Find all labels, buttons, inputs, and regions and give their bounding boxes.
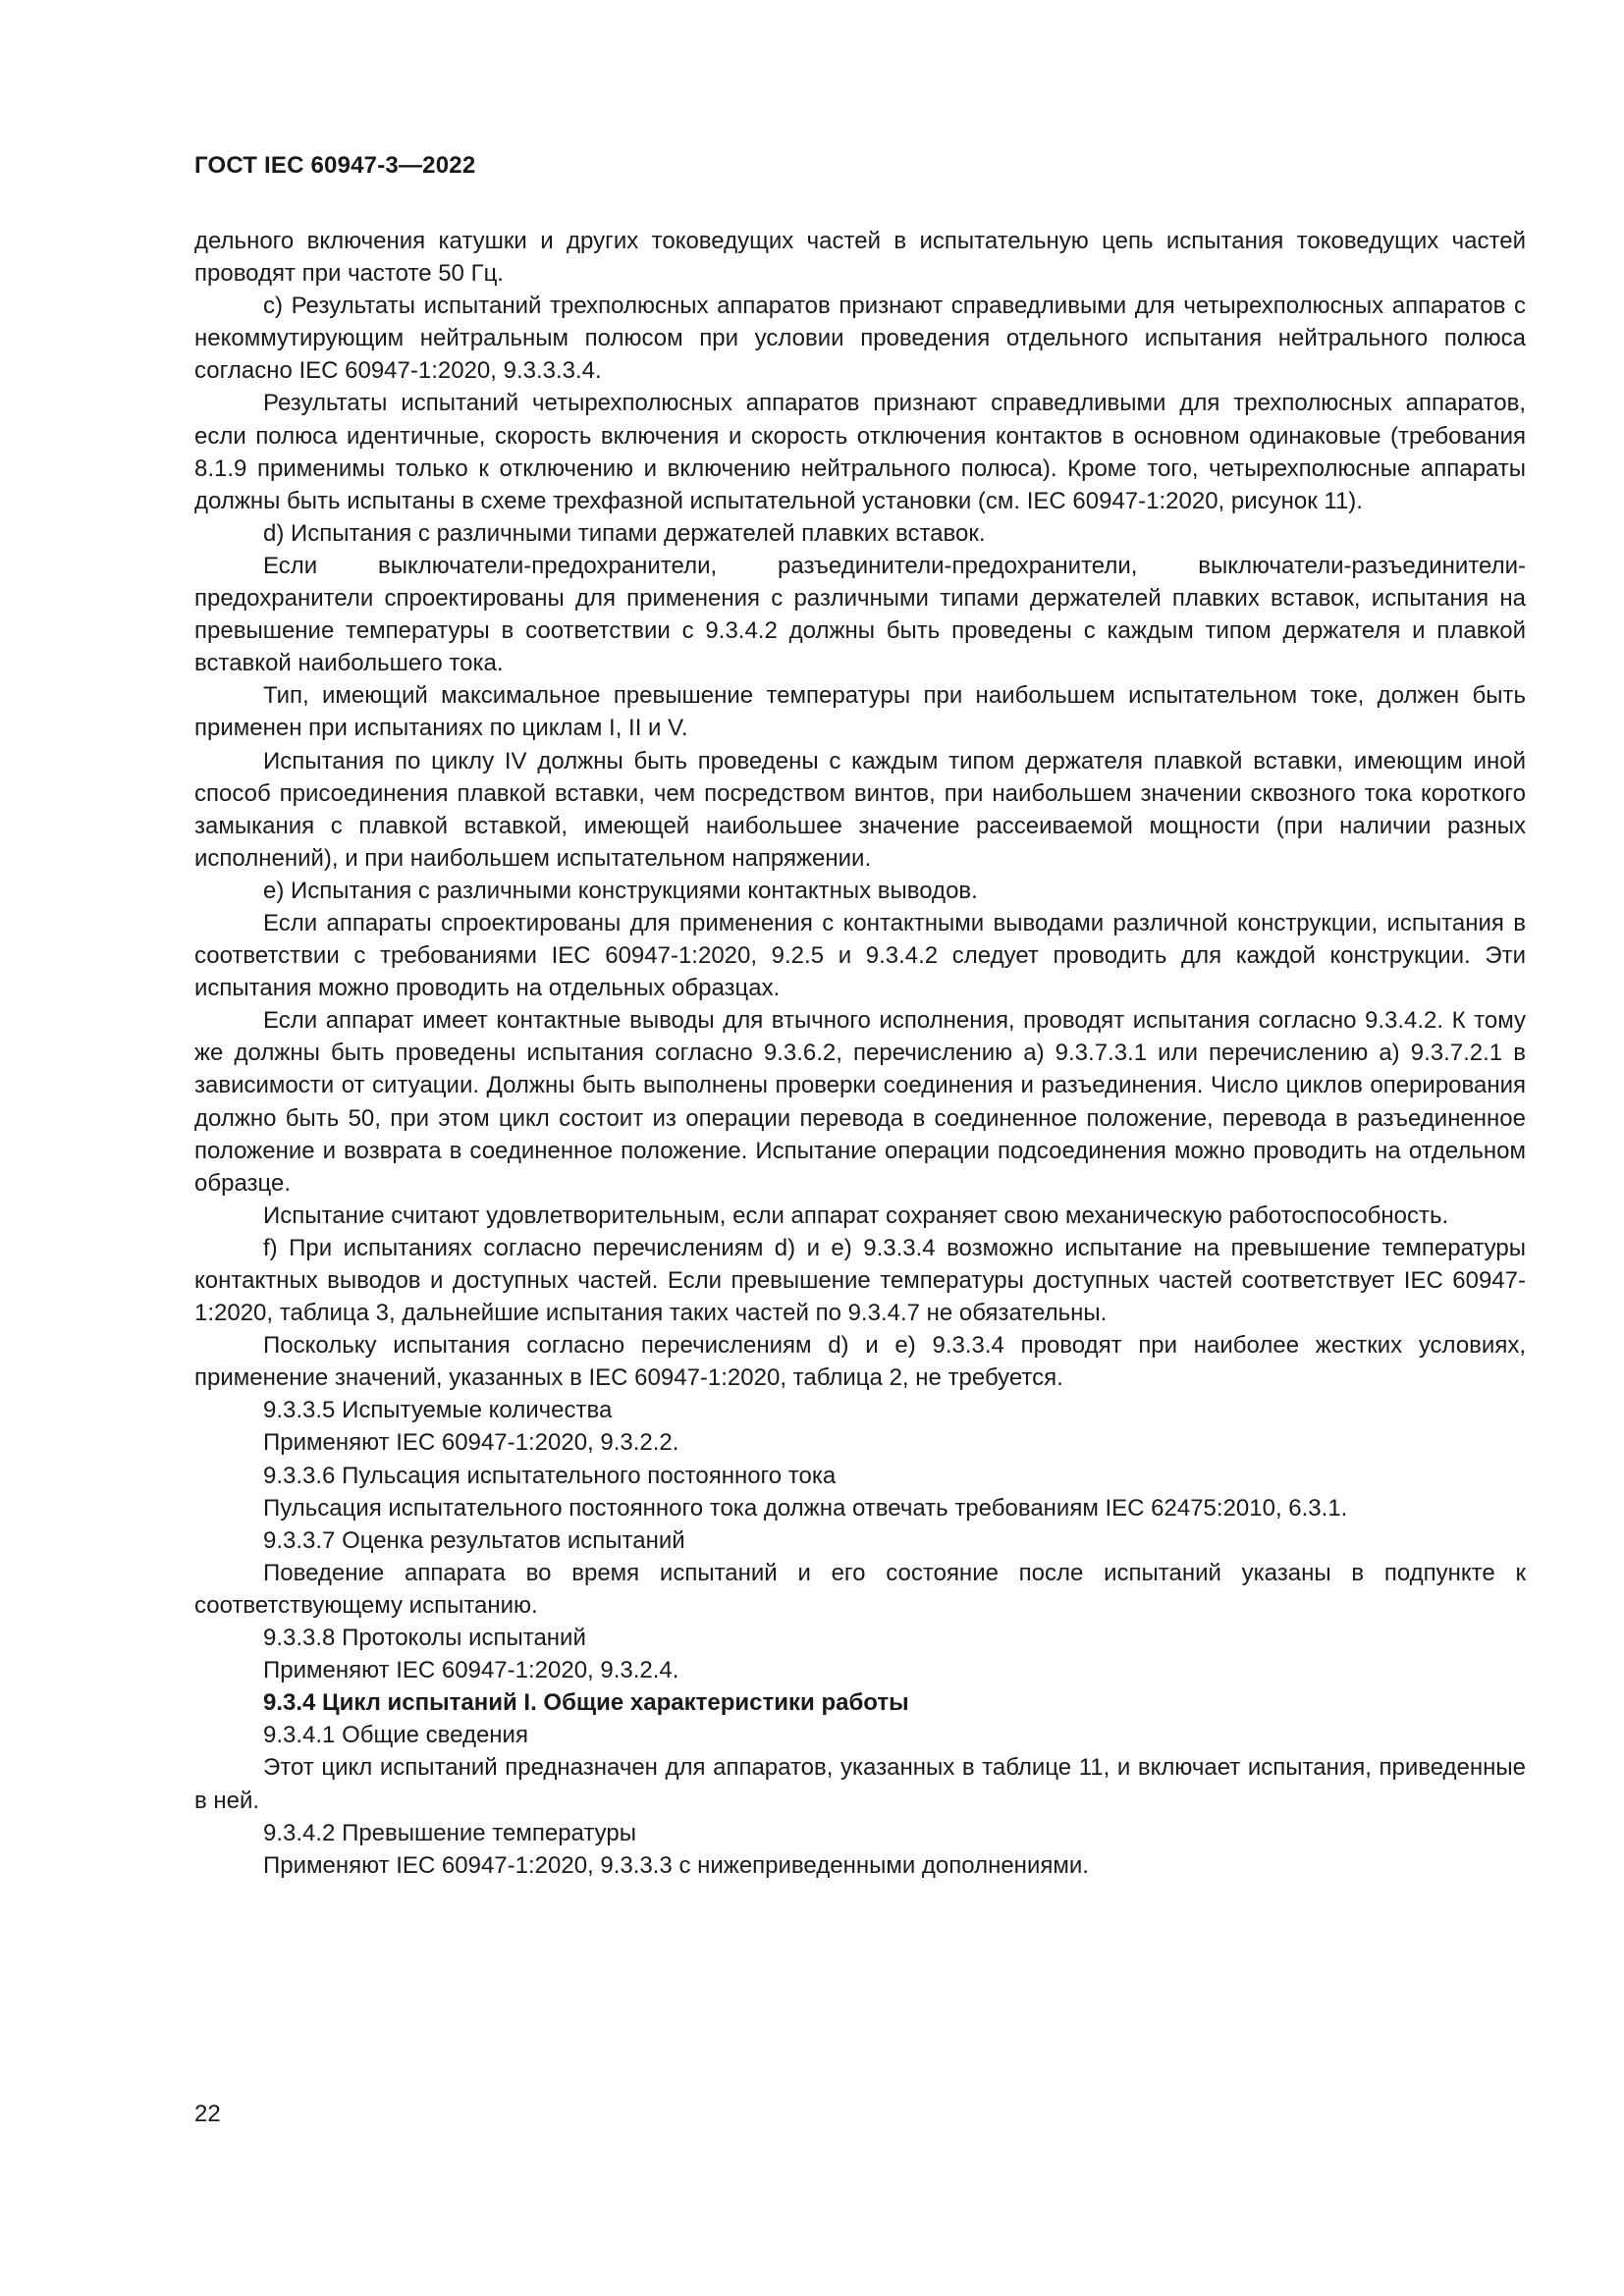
paragraph: Поведение аппарата во время испытаний и его состояние после испытаний указаны в подпункте к соответствующему испытанию. — [194, 1559, 1526, 1619]
document-body — [194, 225, 1526, 1882]
paragraph: Применяют IEC 60947-1:2020, 9.3.2.4. — [263, 1657, 679, 1684]
section-heading-9-3-3-7: 9.3.3.7 Оценка результатов испытаний — [263, 1526, 685, 1554]
paragraph: Если аппараты спроектированы для применения с контактными выводами различной конструкции, испытания в соответствии с требованиями IEC 60947-1:2020, 9.2.5 и 9.3.4.2 следует проводить для каждой конструкции. Эти испытания можно проводить на отдельных образцах. — [194, 909, 1526, 1002]
paragraph: Применяют IEC 60947-1:2020, 9.3.2.2. — [263, 1429, 679, 1457]
paragraph: Поскольку испытания согласно перечислениям d) и е) 9.3.3.4 проводят при наиболее жестких условиях, применение значений, указанных в IEC 60947-1:2020, таблица 2, не требуется. — [194, 1332, 1526, 1392]
section-heading-9-3-4-1: 9.3.4.1 Общие сведения — [263, 1722, 528, 1749]
list-item-d: d) Испытания с различными типами держателей плавких вставок. — [263, 519, 986, 547]
paragraph: Этот цикл испытаний предназначен для аппаратов, указанных в таблице 11, и включает испытания, приведенные в ней. — [194, 1754, 1526, 1814]
paragraph: Применяют IEC 60947-1:2020, 9.3.3.3 с нижеприведенными дополнениями. — [263, 1851, 1089, 1879]
section-heading-9-3-3-8: 9.3.3.8 Протоколы испытаний — [263, 1625, 586, 1652]
paragraph: Если выключатели-предохранители, разъединители-предохранители, выключатели-разъединители-предохранители спроектированы для применения с различными типами держателей плавких вставок, испытания на превышение температуры в соответствии с 9.3.4.2 должны быть проведены с каждым типом держателя и плавкой вставкой наибольшего тока. — [194, 552, 1526, 677]
paragraph: дельного включения катушки и других токоведущих частей в испытательную цепь испытания токоведущих частей проводят при частоте 50 Гц. — [194, 228, 1526, 288]
section-heading-9-3-4: 9.3.4 Цикл испытаний I. Общие характеристики работы — [263, 1689, 909, 1717]
list-item-c: с) Результаты испытаний трехполюсных аппаратов признают справедливыми для четырехполюсных аппаратов с некоммутирующим нейтральным полюсом при условии проведения отдельного испытания нейтрального полюса согласно IEC 60947-1:2020, 9.3.3.3.4. — [194, 293, 1526, 385]
paragraph: Испытание считают удовлетворительным, если аппарат сохраняет свою механическую работоспособность. — [263, 1201, 1449, 1229]
paragraph: Испытания по циклу IV должны быть проведены с каждым типом держателя плавкой вставки, имеющим иной способ присоединения плавкой вставки, чем посредством винтов, при наибольшем значении сквозного тока короткого замыкания с плавкой вставкой, имеющей наибольшее значение рассеиваемой мощности (при наличии разных исполнений), и при наибольшем испытательном напряжении. — [194, 747, 1526, 872]
paragraph: Если аппарат имеет контактные выводы для втычного исполнения, проводят испытания согласно 9.3.4.2. К тому же должны быть проведены испытания согласно 9.3.6.2, перечислению а) 9.3.7.3.1 или перечислению а) 9.3.7.2.1 в зависимости от ситуации. Должны быть выполнены проверки соединения и разъединения. Число циклов оперирования должно быть 50, при этом цикл состоит из операции перевода в соединенное положение, перевода в разъединенное положение и возврата в соединенное положение. Испытание операции подсоединения можно проводить на отдельном образце. — [194, 1007, 1526, 1197]
section-heading-9-3-3-5: 9.3.3.5 Испытуемые количества — [263, 1397, 613, 1424]
page-number: 22 — [194, 2101, 221, 2127]
section-heading-9-3-3-6: 9.3.3.6 Пульсация испытательного постоянного тока — [263, 1462, 837, 1489]
document-header: ГОСТ IEC 60947-3—2022 — [194, 152, 476, 179]
list-item-e: е) Испытания с различными конструкциями контактных выводов. — [263, 877, 978, 904]
paragraph: Пульсация испытательного постоянного тока должна отвечать требованиям IEC 62475:2010, 6.3.1. — [263, 1494, 1348, 1522]
paragraph: Результаты испытаний четырехполюсных аппаратов признают справедливыми для трехполюсных аппаратов, если полюса идентичные, скорость включения и скорость отключения контактов в основном одинаковые (требования 8.1.9 применимы только к отключению и включению нейтрального полюса). Кроме того, четырехполюсные аппараты должны быть испытаны в схеме трехфазной испытательной установки (см. IEC 60947-1:2020, рисунок 11). — [194, 390, 1526, 514]
section-heading-9-3-4-2: 9.3.4.2 Превышение температуры — [263, 1819, 636, 1846]
paragraph: Тип, имеющий максимальное превышение температуры при наибольшем испытательном токе, должен быть применен при испытаниях по циклам I, II и V. — [194, 682, 1526, 742]
list-item-f: f) При испытаниях согласно перечислениям d) и е) 9.3.3.4 возможно испытание на превышение температуры контактных выводов и доступных частей. Если превышение температуры доступных частей соответствует IEC 60947-1:2020, таблица 3, дальнейшие испытания таких частей по 9.3.4.7 не обязательны. — [194, 1234, 1526, 1327]
